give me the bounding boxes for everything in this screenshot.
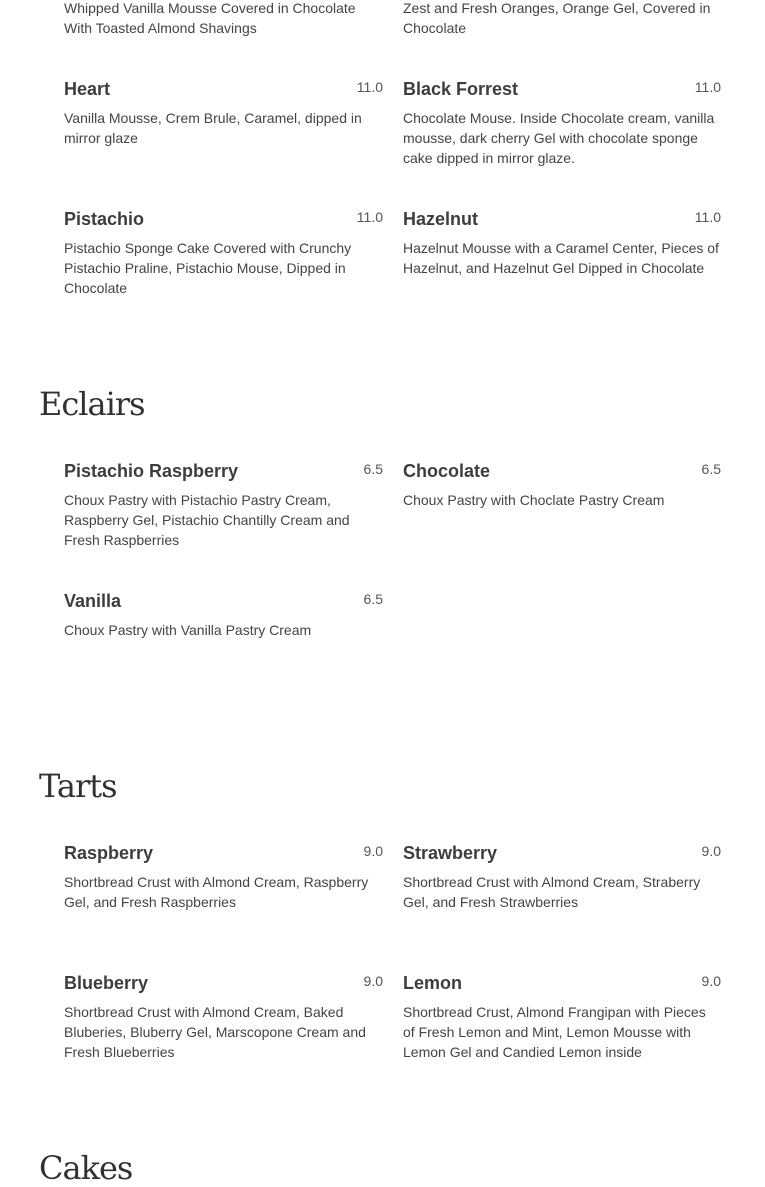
menu-item-blueberry — [64, 972, 383, 1062]
menu-item-lemon — [403, 972, 721, 1062]
menu-item-chocolate — [403, 460, 721, 510]
menu-item-name: Blueberry — [64, 973, 149, 993]
menu-item-price: 11.0 — [356, 79, 383, 95]
menu-item-name: Vanilla — [64, 591, 122, 611]
menu-item-price: 11.0 — [694, 79, 721, 95]
menu-item-name: Raspberry — [64, 843, 154, 863]
menu-item-name: Heart — [64, 79, 111, 99]
section-title-cakes: Cakes — [39, 1149, 133, 1187]
menu-item-description: Zest and Fresh Oranges, Orange Gel, Covered in Chocolate — [403, 0, 711, 36]
menu-item-description: Choux Pastry with Vanilla Pastry Cream — [64, 622, 312, 638]
menu-item-hazelnut — [403, 208, 721, 278]
menu-item-price: 6.5 — [363, 591, 383, 607]
menu-item-raspberry — [64, 842, 383, 912]
menu-item-description: Choux Pastry with Pistachio Pastry Cream, Raspberry Gel, Pistachio Chantilly Cream and Fresh Raspberries — [64, 492, 350, 548]
menu-item-description: Chocolate Mouse. Inside Chocolate cream, vanilla mousse, dark cherry Gel with chocolate sponge cake dipped in mirror glaze. — [403, 110, 715, 166]
menu-item-name: Chocolate — [403, 461, 491, 481]
menu-item-black-forrest — [403, 78, 721, 168]
menu-item-vanilla — [64, 590, 383, 640]
menu-item-name: Pistachio — [64, 209, 145, 229]
menu-item-description: Hazelnut Mousse with a Caramel Center, Pieces of Hazelnut, and Hazelnut Gel Dipped in Chocolate — [403, 240, 719, 276]
menu-item-price: 11.0 — [694, 209, 721, 225]
menu-item-description: Shortbread Crust with Almond Cream, Baked Bluberies, Bluberry Gel, Marscopone Cream and Fresh Blueberries — [64, 1004, 366, 1060]
menu-item-price: 9.0 — [701, 843, 721, 859]
menu-item-description: Vanilla Mousse, Crem Brule, Caramel, dipped in mirror glaze — [64, 110, 362, 146]
menu-item-price: 11.0 — [356, 209, 383, 225]
menu-item-name: Pistachio Raspberry — [64, 461, 239, 481]
menu-item-description: Shortbread Crust, Almond Frangipan with Pieces of Fresh Lemon and Mint, Lemon Mousse with Lemon Gel and Candied Lemon inside — [403, 1004, 706, 1060]
menu-item-price: 9.0 — [363, 843, 383, 859]
menu-item-name: Lemon — [403, 973, 463, 993]
menu-item-strawberry — [403, 842, 721, 912]
menu-item-heart — [64, 78, 383, 148]
menu-item-price: 9.0 — [701, 973, 721, 989]
menu-item-price: 6.5 — [701, 461, 721, 477]
section-title-eclairs: Eclairs — [39, 385, 145, 423]
menu-item-price: 6.5 — [363, 461, 383, 477]
section-title-tarts: Tarts — [39, 767, 117, 805]
menu-item-name: Black Forrest — [403, 79, 519, 99]
menu-item-name: Hazelnut — [403, 209, 479, 229]
menu-item-description: Whipped Vanilla Mousse Covered in Chocolate With Toasted Almond Shavings — [64, 0, 356, 36]
menu-item-description: Shortbread Crust with Almond Cream, Raspberry Gel, and Fresh Raspberries — [64, 874, 369, 910]
menu-item-price: 9.0 — [363, 973, 383, 989]
menu-item-name: Strawberry — [403, 843, 498, 863]
menu-item-pistachio — [64, 208, 383, 298]
menu-item-description: Choux Pastry with Choclate Pastry Cream — [403, 492, 665, 508]
menu-item-description: Shortbread Crust with Almond Cream, Straberry Gel, and Fresh Strawberries — [403, 874, 701, 910]
menu-item-description: Pistachio Sponge Cake Covered with Crunchy Pistachio Praline, Pistachio Mouse, Dipped in Chocolate — [64, 240, 352, 296]
menu-item-pistachio-raspberry — [64, 460, 383, 550]
